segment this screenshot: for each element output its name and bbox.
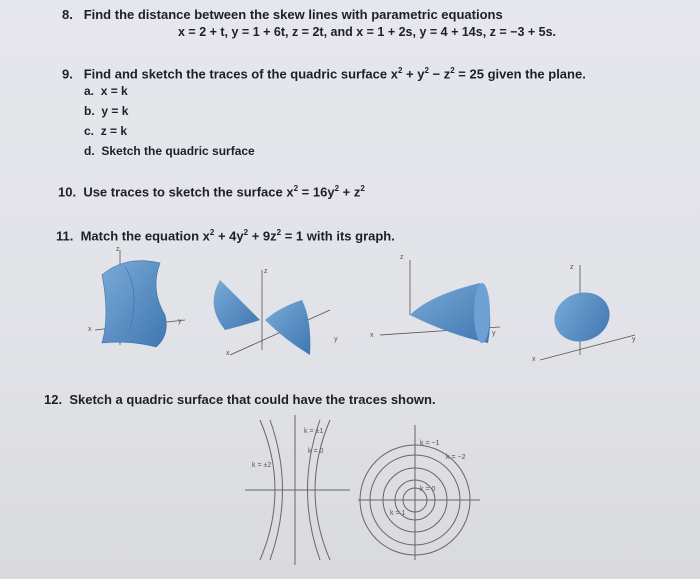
q11-text-a: Match the equation x (80, 228, 210, 244)
question-9 (62, 66, 586, 81)
q10-number: 10. (58, 184, 77, 200)
q9-item-c-text: z = k (100, 124, 128, 138)
q10-sup-2: 2 (334, 184, 340, 193)
question-8 (62, 7, 503, 22)
trace-label-right-b: k = −2 (446, 454, 466, 461)
q9-item-b (84, 104, 128, 118)
g4-y-label: y (632, 336, 636, 343)
q11-text-c: + 9z (248, 228, 277, 244)
g2-y-label: y (334, 336, 338, 343)
q9-item-b-letter: b. (84, 104, 95, 118)
graph-paraboloid (380, 260, 500, 343)
g1-y-label: y (178, 318, 182, 325)
question-11 (56, 228, 395, 243)
q10-sup-3: 2 (360, 184, 365, 193)
q10-text-c: + z (339, 184, 361, 200)
trace-label-left-a: k = ±1 (304, 428, 324, 435)
g4-z-label: z (570, 264, 574, 271)
trace-label-right-a: k = −1 (420, 440, 440, 447)
trace-label-right-d: k = 1 (390, 510, 406, 517)
q11-text-b: + 4y (214, 228, 244, 244)
graph-ellipsoid (540, 265, 635, 360)
q9-item-d-letter: d. (84, 144, 95, 158)
q9-item-c (84, 124, 127, 138)
q9-sup-1: 2 (397, 66, 403, 75)
q11-sup-1: 2 (209, 228, 215, 237)
q9-text-c: − z (428, 66, 451, 82)
graph-cone (214, 270, 330, 355)
q11-text-d: = 1 with its graph. (281, 228, 395, 244)
g1-z-label: z (116, 246, 120, 253)
q10-text-a: Use traces to sketch the surface x (83, 184, 294, 200)
q9-sup-3: 2 (450, 66, 455, 75)
q11-sup-2: 2 (243, 228, 249, 237)
q9-item-b-text: y = k (101, 104, 129, 118)
g3-x-label: x (370, 332, 374, 339)
q11-sup-3: 2 (276, 228, 282, 237)
q9-item-d-text: Sketch the quadric surface (101, 144, 255, 158)
q8-text: Find the distance between the skew lines with parametric equations (83, 7, 503, 22)
q8-number: 8. (62, 7, 73, 22)
q11-graphs (80, 245, 680, 375)
g2-x-label: x (226, 350, 230, 357)
question-10 (58, 184, 365, 199)
q9-item-d (84, 144, 255, 158)
g1-x-label: x (88, 326, 92, 333)
trace-hyperbolas (245, 415, 350, 565)
trace-label-right-c: k = 0 (420, 486, 436, 493)
q8-equations (178, 25, 556, 39)
q9-item-a-text: x = k (100, 84, 128, 98)
q12-number: 12. (44, 392, 63, 407)
q9-item-c-letter: c. (84, 124, 95, 138)
q12-traces (240, 410, 490, 575)
question-12 (44, 392, 436, 407)
q9-item-a-letter: a. (84, 84, 95, 98)
g3-y-label: y (492, 330, 496, 337)
q10-text-b: = 16y (298, 184, 335, 200)
q9-number: 9. (62, 66, 73, 82)
q8-equation-text: x = 2 + t, y = 1 + 6t, z = 2t, and x = 1 + 2s, y = 4 + 14s, z = −3 + 5s. (178, 25, 557, 39)
q9-item-a (84, 84, 128, 98)
q9-text-d: = 25 given the plane. (454, 66, 586, 82)
q11-number: 11. (56, 228, 74, 244)
g4-x-label: x (532, 356, 536, 363)
q9-text-a: Find and sketch the traces of the quadric surface x (83, 66, 398, 82)
g3-z-label: z (400, 254, 404, 261)
trace-circles (358, 425, 480, 560)
q12-text: Sketch a quadric surface that could have the traces shown. (69, 392, 436, 407)
q9-sup-2: 2 (424, 66, 429, 75)
g2-z-label: z (264, 268, 268, 275)
trace-label-left-b: k = 0 (308, 448, 324, 455)
q9-text-b: + y (402, 66, 425, 82)
trace-label-left-c: k = ±2 (252, 462, 272, 469)
graph-hyperboloid (95, 250, 185, 347)
q10-sup-1: 2 (293, 184, 299, 193)
